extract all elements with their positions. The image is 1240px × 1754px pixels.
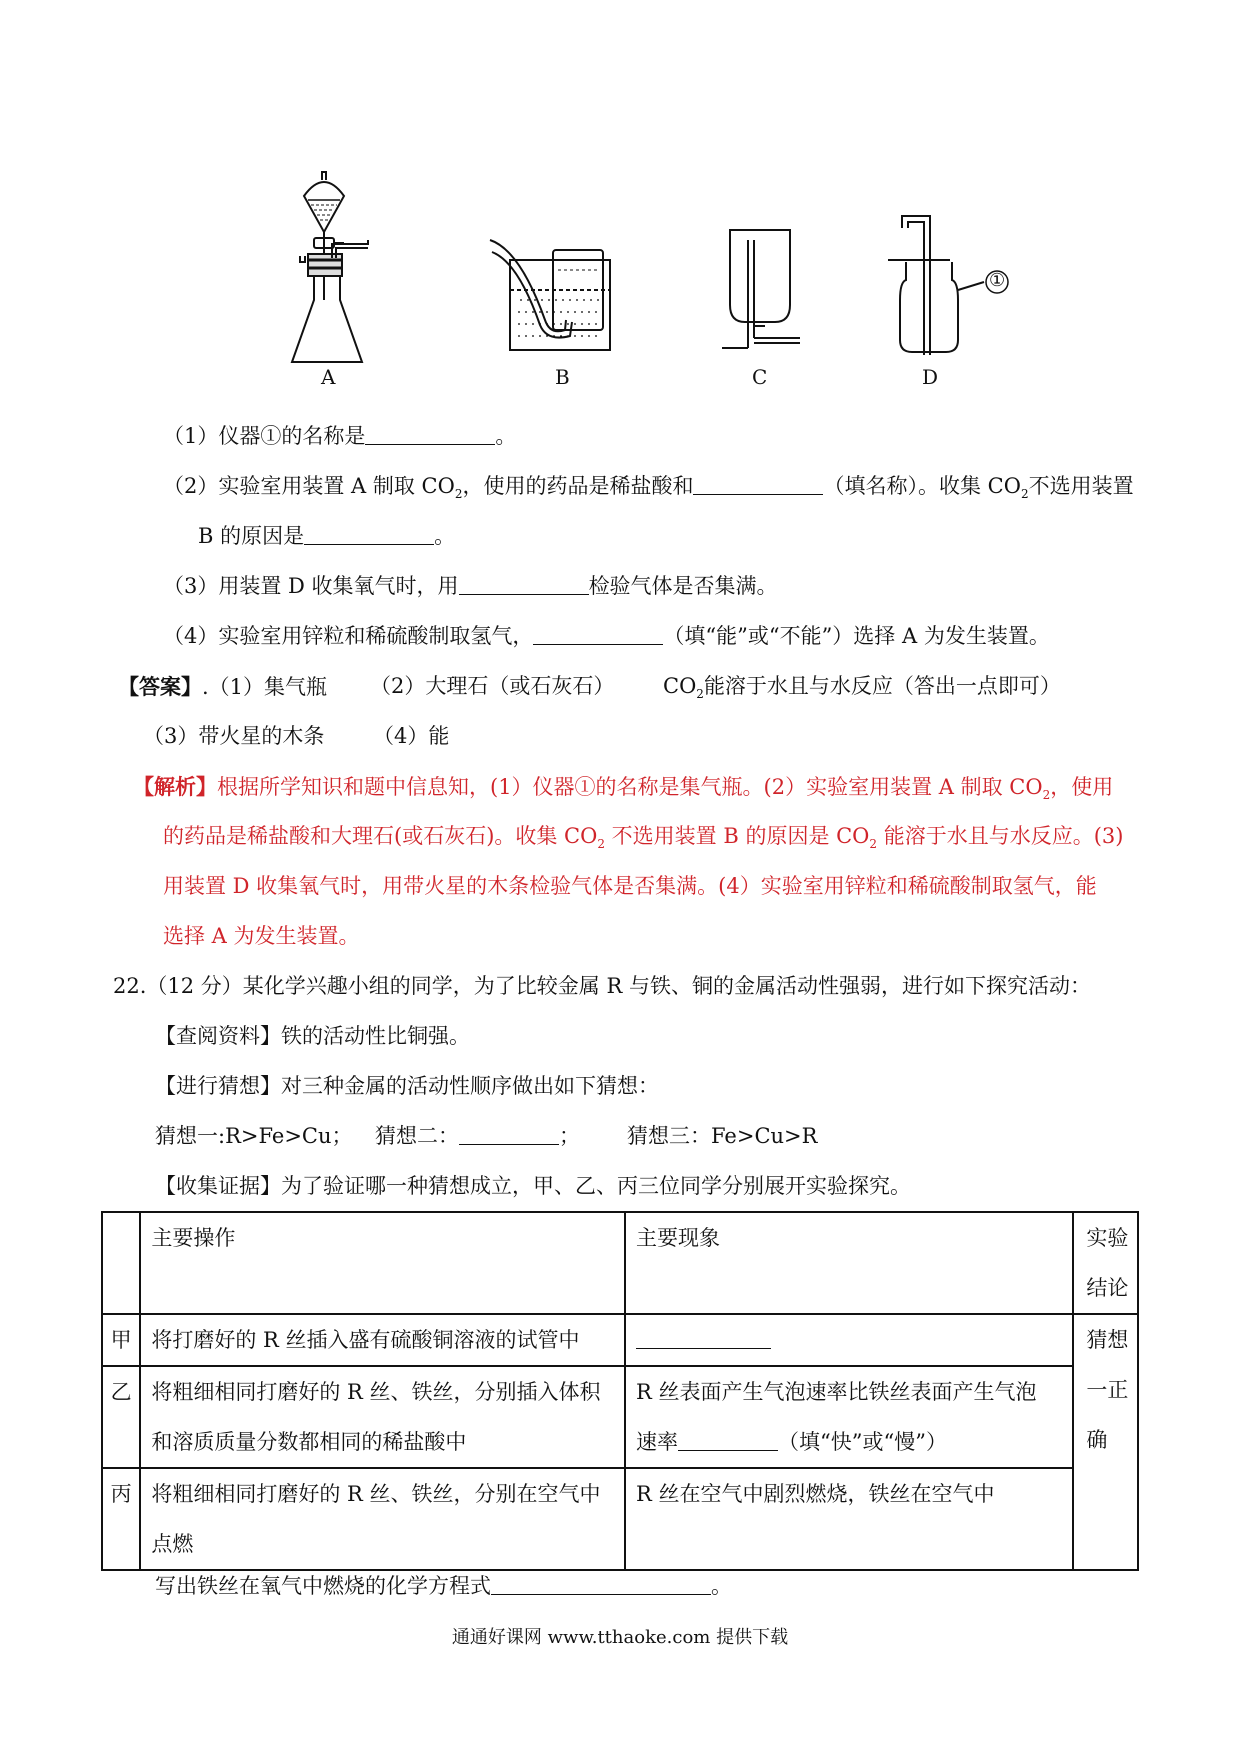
callout-circle-1: ① [989,270,1006,291]
answer-blank [365,443,495,445]
q22-collect: 【收集证据】为了验证哪一种猜想成立，甲、乙、丙三位同学分别展开实验探究。 [155,1174,911,1198]
experiment-table [101,1211,1139,1571]
answer-tag: 【答案】 [118,674,202,699]
answer-blank [459,1143,559,1145]
q22-reference: 【查阅资料】铁的活动性比铜强。 [155,1024,470,1048]
q22-equation: 写出铁丝在氧气中燃烧的化学方程式 。 [155,1574,732,1598]
guess-1: 猜想一:R>Fe>Cu； [155,1124,353,1148]
table-row [102,1212,1138,1314]
answer-blank [678,1449,778,1451]
analysis-line2: 的药品是稀盐酸和大理石(或石灰石)。收集 $CO_2$ 不选用装置 B 的原因是 $CO_2$ 能溶于水且与水反应。(3) [163,824,1124,852]
apparatus-c-drawing [722,230,800,348]
table-row: 丙 将粗细相同打磨好的 R 丝、铁丝，分别在空气中 点燃 R 丝在空气中剧烈燃烧，铁丝在空气中 [102,1468,1138,1570]
analysis-line3: 用装置 D 收集氧气时，用带火星的木条检验气体是否集满。(4）实验室用锌粒和稀硫酸制取氢气，能 [163,874,1097,898]
apparatus-a-drawing [292,172,368,362]
q22-guesses [155,1124,818,1148]
answer-blank [533,643,663,645]
q21-part2-line2: B 的原因是 。 [198,524,456,548]
header-conclusion: 实验 结论 [1073,1212,1138,1314]
answer-blank [459,593,589,595]
guess-3: 猜想三：Fe>Cu>R [627,1124,818,1148]
table-row: 乙 将粗细相同打磨好的 R 丝、铁丝，分别插入体积 和溶质质量分数都相同的稀盐酸中 R 丝表面产生气泡速率比铁丝表面产生气泡 速率 （填“快”或“慢”） [102,1366,1138,1468]
answer-line1: 【答案】.（1）集气瓶 （2）大理石（或石灰石） $CO_2$能溶于水且与水反应（答出一点即可） [118,674,1061,702]
label-c: C [752,365,768,389]
answer-blank [636,1347,771,1349]
analysis-line1: 【解析】根据所学知识和题中信息知，(1）仪器①的名称是集气瓶。(2）实验室用装置 A 制取 $CO_2$，使用 [133,774,1114,803]
answer-blank [693,493,823,495]
conclusion-cell: 猜想 一正 确 [1073,1314,1138,1570]
q21-part1: （1）仪器①的名称是 。 [163,424,517,448]
apparatus-b-drawing [490,240,610,350]
label-d: D [922,365,939,389]
answer-blank [304,543,434,545]
answer-blank [491,1593,711,1595]
q22-title: 22.（12 分）某化学兴趣小组的同学，为了比较金属 R 与铁、铜的金属活动性强弱，进行如下探究活动： [113,974,1091,998]
guess-2: 猜想二： ； [375,1124,580,1148]
q21-part4: （4）实验室用锌粒和稀硫酸制取氢气， （填“能”或“不能”）选择 A 为发生装置。 [163,624,1050,648]
apparatus-figure [0,0,1240,400]
header-phenomenon: 主要现象 [625,1212,1073,1314]
table-row: 甲 将打磨好的 R 丝插入盛有硫酸铜溶液的试管中 猜想 一正 确 [102,1314,1138,1366]
label-a: A [321,365,336,389]
analysis-line4: 选择 A 为发生装置。 [163,924,360,948]
label-b: B [555,365,570,389]
header-operation: 主要操作 [140,1212,625,1314]
q21-part3: （3）用装置 D 收集氧气时，用 检验气体是否集满。 [163,574,778,598]
page-footer: 通通好课网 www.tthaoke.com 提供下载 [451,1627,789,1648]
answer-line2: （3）带火星的木条 （4）能 [143,724,450,748]
q22-guess-intro: 【进行猜想】对三种金属的活动性顺序做出如下猜想： [155,1074,659,1098]
q21-part2-line1: （2）实验室用装置 A 制取 $CO_2$，使用的药品是稀盐酸和 （填名称）。收集 $CO_2$不选用装置 [163,474,1134,502]
analysis-tag: 【解析】 [133,774,217,799]
